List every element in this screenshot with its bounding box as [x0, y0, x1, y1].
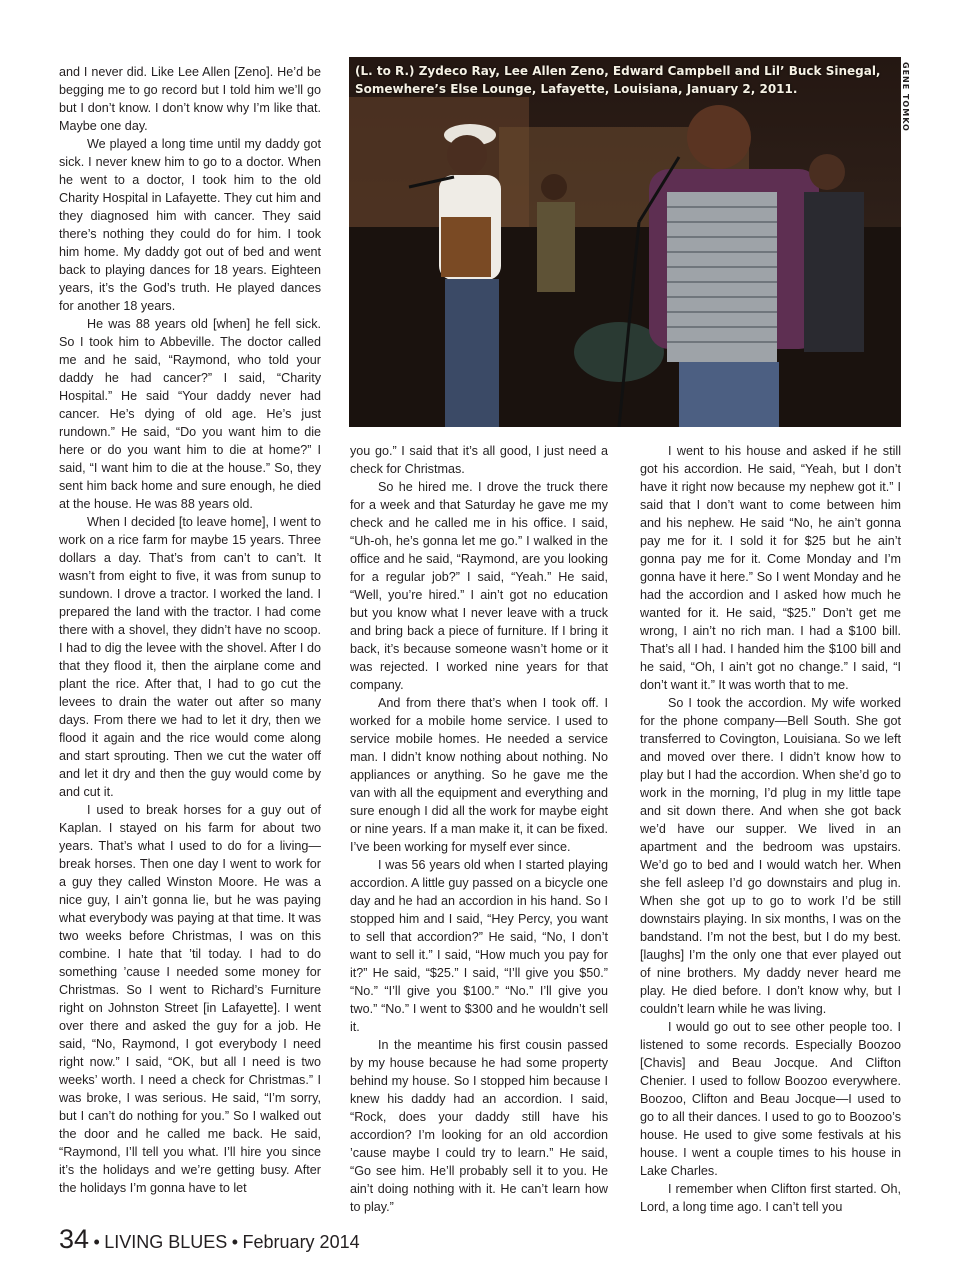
paragraph: I used to break horses for a guy out of Kaplan. I stayed on his farm for about two years. That’s what I used to do for a living—break horses. Then one day I went to work for a guy they called Winston Moore. He was a nice guy, I ain’t gonna lie, but he was paying what everybody was paying at that time. It was two weeks before Christmas, I was on this combine. I hate that ’til today. I had to do something ’cause I needed some money for Christmas. So I went to Richard’s Furniture right on Johnston Street [in Lafayette]. I went over there and asked the guy for a job. He said, “No, Raymond, I got everybody I need right now.” I said, “OK, but all I need is two weeks’ worth. I need a check for Christmas.” I was broke, I was serious. He said, “I’m sorry, but I can’t do nothing for you.” So I walked out the door and he called me back. He said, “Raymond, I’ll tell you what. I’ll hire you since it’s the holidays and we’re getting busy. After the holidays I’m gonna have to let — [59, 803, 321, 1195]
paragraph: I went to his house and asked if he still got his accordion. He said, “Yeah, but I don’t have it right now because my nephew got it.” I said that I don’t want to come between him and his nephew. He said “No, he ain’t gonna pay me for it. I sold it for $25 but he ain’t gonna pay me for it. Come Monday and I’m gonna have it here.” So I went Monday and he had the accordion and I asked how much he wanted for it. He said, “$25.” Don’t get me wrong, I ain’t no rich man. I had a $100 bill. That’s all I had. I handed him the $100 bill and he said, “Oh, I ain’t got no change.” I said, “I don’t want it.” It was worth that to me. — [640, 444, 901, 692]
footer-bullet: • — [93, 1232, 100, 1252]
photo-credit: GENE TOMKO — [901, 62, 910, 132]
page-number: 34 — [59, 1224, 90, 1254]
paragraph: So I took the accordion. My wife worked for the phone company—Bell South. She got transferred to Covington, Louisiana. So we left and moved over there. I didn’t know how to play but I had the accordion. When she’d go to work in the morning, I’d plug in my little tape and sit down there. And when she got back we’d have our supper. We lived in an apartment and the bedroom was upstairs. We’d go to bed and I would watch her. When she fell asleep I’d go downstairs and plug in. When she got up to go to work I’d be still downstairs playing. In six months, I was on the bandstand. I’m not the best, but I do my best. [laughs] I’m the only one that ever played out of nine brothers. My daddy never heard me play. He died before. I don’t know why, but I couldn’t learn while he was living. — [640, 696, 901, 1016]
paragraph: He was 88 years old [when] he fell sick. So I took him to Abbeville. The doctor called me and he said, “Raymond, who told your daddy he had cancer?” I said, “Charity Hospital.” He said “Your daddy never had cancer. He’s dying of old age. He’s just rundown.” He said, “Do you want him to die here or do you want him to die at home?” I said, “I want him to die at the house.” So, they sent him back home and sure enough, he died at the house. He was 88 years old. — [59, 317, 321, 511]
paragraph: I would go out to see other people too. I listened to some records. Especially Boozoo [Chavis] and Beau Jocque. And Clifton Chenier. I used to follow Boozoo everywhere. Boozoo, Clifton and Beau Jocque—I used to go to all their dances. I used to go to Boozoo’s house. He used to give some festivals at his house. I went a couple times to his house in Lake Charles. — [640, 1020, 901, 1178]
issue-date: February 2014 — [242, 1232, 360, 1252]
article-column-3 — [640, 442, 901, 1216]
photo-illustration — [349, 57, 901, 427]
paragraph: When I decided [to leave home], I went to work on a rice farm for maybe 15 years. Three dollars a day. That’s from can’t to can’t. It wasn’t from eight to five, it was from sunup to sundown. I drove a tractor. I worked the land. I prepared the land with the tractor. I had come there with a shovel, they didn’t have no scoop. I had to dig the levee with the shovel. After I do that they flood it, then the airplane come and plant the rice. After that, I had to go cut the levees to drain the water out after so many days. From there we had to let it dry, then we flood it again and the rice would come along and start sprouting. Then we cut the water off and let it dry and then the guy would come by and cut it. — [59, 515, 321, 799]
paragraph: I was 56 years old when I started playing accordion. A little guy passed on a bicycle one day and he had an accordion in his hand. So I stopped him and I said, “Hey Percy, you want to sell that accordion?” He said, “No, I don’t want to sell it.” I said, “How much you pay for it?” He said, “$25.” I said, “I’ll give you $50.” “No.” “I’ll give you $100.” “No.” I’ll give you two.” “No.” I went to $300 and he wouldn’t sell it. — [350, 858, 608, 1034]
paragraph: In the meantime his first cousin passed by my house because he had some property behind my house. So I stopped him because I knew his daddy had an accordion. I said, “Rock, does your daddy still have his accordion? I’m looking for an old accordion ’cause maybe I could try to learn.” He said, “Go see him. He’ll probably sell it to you. He ain’t doing nothing with it. He can’t learn how to play.” — [350, 1038, 608, 1214]
footer-bullet: • — [231, 1232, 239, 1252]
photo-caption: (L. to R.) Zydeco Ray, Lee Allen Zeno, Edward Campbell and Lil’ Buck Sinegal, Somewhere’s Else Lounge, Lafayette, Louisiana, January 2, 2011. — [355, 64, 881, 96]
paragraph: We played a long time until my daddy got sick. I never knew him to go to a doctor. When he went to a doctor, I took him to the old Charity Hospital in Lafayette. They cut him and they diagnosed him with cancer. They said there’s nothing they could do for him. I took him home. My daddy got out of bed and went back to playing dances for 18 years. Eighteen years, it’s the God’s truth. He played dances for another 18 years. — [59, 137, 321, 313]
paragraph: So he hired me. I drove the truck there for a week and that Saturday he gave me my check and he called me in his office. I said, “Uh-oh, he’s gonna let me go.” I walked in the office and he said, “Raymond, are you looking for a regular job?” I said, “Yeah.” He said, “Well, you’re hired.” I ain’t got no education but you know what I never leave with a truck and bring back a piece of furniture. If I bring it back, it’s because someone wasn’t home or it was rejected. I worked nine years for that company. — [350, 480, 608, 692]
paragraph: you go.” I said that it’s all good, I just need a check for Christmas. — [350, 444, 608, 476]
paragraph: And from there that’s when I took off. I worked for a mobile home service. I used to service mobile homes. He needed a service man. I didn’t know nothing about nothing. No appliances or anything. So he gave me the van with all the equipment and everything and sure enough I did all the work for maybe eight or nine years. If a man make it, it can be fixed. I’ve been working for myself ever since. — [350, 696, 608, 854]
page-footer — [59, 1224, 360, 1256]
paragraph: I remember when Clifton first started. Oh, Lord, a long time ago. I can’t tell you — [640, 1182, 901, 1214]
publication-name: LIVING BLUES — [104, 1232, 228, 1252]
paragraph: and I never did. Like Lee Allen [Zeno]. He’d be begging me to go record but I told him we’ll go but I don’t know. I don’t know why I’m like that. Maybe one day. — [59, 65, 321, 133]
article-photo — [349, 57, 901, 427]
article-column-1 — [59, 63, 321, 1197]
article-column-2 — [350, 442, 608, 1216]
